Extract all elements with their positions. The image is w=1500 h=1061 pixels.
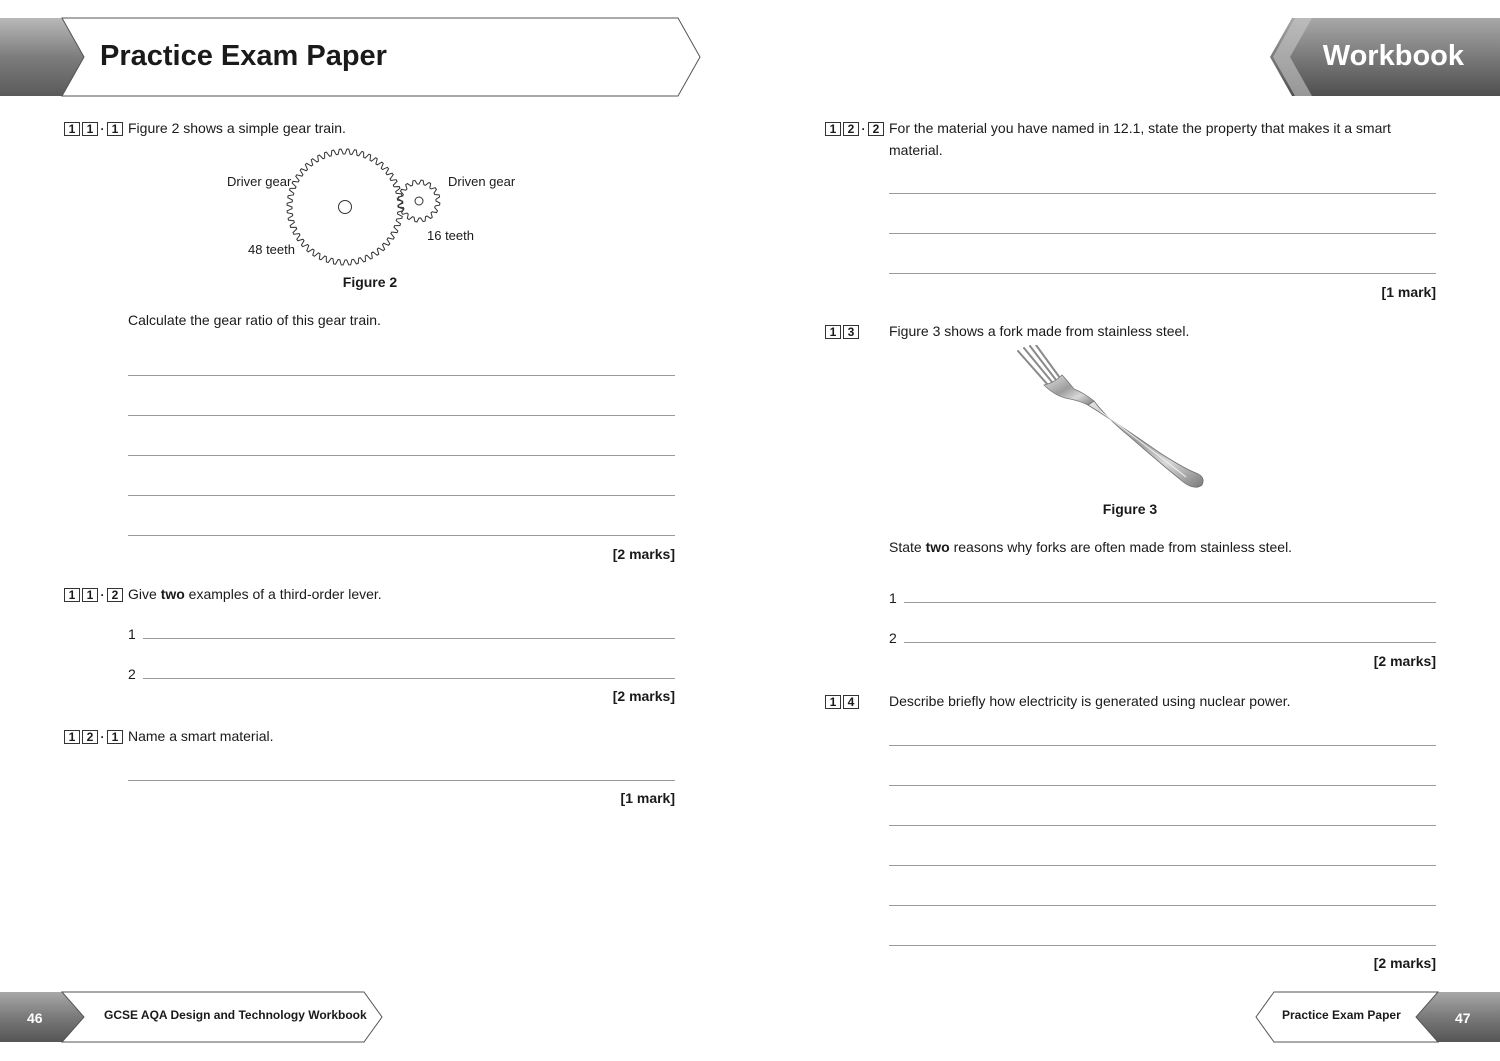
marks-label: [1 mark] — [1381, 284, 1436, 300]
question-number-13 — [825, 324, 859, 340]
qnum-digit: 2 — [82, 730, 98, 744]
question-number-12-1 — [64, 729, 123, 745]
driver-gear-label: Driver gear — [227, 174, 292, 189]
answer-line[interactable] — [889, 745, 1436, 746]
question-text: Describe briefly how electricity is generated using nuclear power. — [889, 693, 1291, 709]
driver-teeth-label: 48 teeth — [248, 242, 295, 257]
answer-line[interactable] — [904, 642, 1436, 643]
qnum-digit: 2 — [843, 122, 859, 136]
answer-line[interactable] — [904, 602, 1436, 603]
driven-gear-icon — [398, 180, 440, 222]
question-text: Figure 3 shows a fork made from stainless steel. — [889, 323, 1190, 339]
driver-gear-outline — [287, 149, 403, 265]
qnum-digit: 2 — [107, 588, 123, 602]
driven-gear-outline — [398, 180, 440, 222]
question-number-14 — [825, 694, 859, 710]
question-number-11-2 — [64, 587, 123, 603]
qnum-dot: · — [100, 588, 105, 602]
answer-item-number: 1 — [128, 626, 136, 642]
answer-line[interactable] — [143, 678, 675, 679]
question-text: Give two examples of a third-order lever. — [128, 586, 382, 602]
workbook-title: Workbook — [1322, 40, 1464, 72]
question-number-12-2 — [825, 121, 884, 137]
answer-line[interactable] — [889, 905, 1436, 906]
figure-2-caption: Figure 2 — [342, 274, 398, 290]
footer-section-title: Practice Exam Paper — [1282, 1008, 1401, 1022]
driven-axle-icon — [415, 197, 423, 205]
qnum-digit: 1 — [825, 695, 841, 709]
qnum-digit: 1 — [64, 730, 80, 744]
gear-train-figure — [280, 145, 450, 270]
footer-book-title: GCSE AQA Design and Technology Workbook — [104, 1008, 367, 1022]
question-number-11-1 — [64, 121, 123, 137]
question-text: Name a smart material. — [128, 728, 274, 744]
answer-line[interactable] — [889, 233, 1436, 234]
qnum-dot: · — [100, 122, 105, 136]
qnum-digit: 1 — [825, 325, 841, 339]
answer-line[interactable] — [889, 945, 1436, 946]
answer-line[interactable] — [889, 193, 1436, 194]
answer-line[interactable] — [128, 495, 675, 496]
answer-line[interactable] — [128, 375, 675, 376]
figure-3-caption: Figure 3 — [1102, 501, 1158, 517]
driven-teeth-label: 16 teeth — [427, 228, 474, 243]
qnum-digit: 1 — [825, 122, 841, 136]
qnum-digit: 4 — [843, 695, 859, 709]
question-text: For the material you have named in 12.1, state the property that makes it a smart material. — [889, 120, 1391, 158]
answer-item-number: 2 — [889, 630, 897, 646]
page-number-right: 47 — [1455, 1010, 1471, 1026]
driver-axle-icon — [339, 201, 352, 214]
qnum-dot: · — [100, 730, 105, 744]
qnum-dot: · — [861, 122, 866, 136]
marks-label: [2 marks] — [1373, 653, 1436, 669]
qnum-digit: 1 — [64, 588, 80, 602]
marks-label: [1 mark] — [620, 790, 675, 806]
qnum-digit: 1 — [64, 122, 80, 136]
answer-item-number: 2 — [128, 666, 136, 682]
answer-item-number: 1 — [889, 590, 897, 606]
page-title: Practice Exam Paper — [100, 40, 387, 72]
driven-gear-label: Driven gear — [448, 174, 516, 189]
qnum-digit: 1 — [82, 122, 98, 136]
marks-label: [2 marks] — [612, 688, 675, 704]
answer-line[interactable] — [889, 865, 1436, 866]
answer-line[interactable] — [143, 638, 675, 639]
marks-label: [2 marks] — [612, 546, 675, 562]
fork-image — [1010, 345, 1210, 490]
qnum-digit: 3 — [843, 325, 859, 339]
answer-line[interactable] — [128, 455, 675, 456]
instruction-text: Calculate the gear ratio of this gear train. — [128, 312, 381, 328]
answer-line[interactable] — [128, 780, 675, 781]
answer-line[interactable] — [128, 415, 675, 416]
marks-label: [2 marks] — [1373, 955, 1436, 971]
instruction-text: State two reasons why forks are often made from stainless steel. — [889, 539, 1293, 555]
qnum-digit: 1 — [107, 122, 123, 136]
answer-line[interactable] — [128, 535, 675, 536]
question-text: Figure 2 shows a simple gear train. — [128, 120, 346, 136]
answer-line[interactable] — [889, 785, 1436, 786]
qnum-digit: 1 — [82, 588, 98, 602]
answer-line[interactable] — [889, 825, 1436, 826]
qnum-digit: 1 — [107, 730, 123, 744]
answer-line[interactable] — [889, 273, 1436, 274]
qnum-digit: 2 — [868, 122, 884, 136]
driver-gear-icon — [287, 149, 403, 265]
page-number-left: 46 — [27, 1010, 43, 1026]
